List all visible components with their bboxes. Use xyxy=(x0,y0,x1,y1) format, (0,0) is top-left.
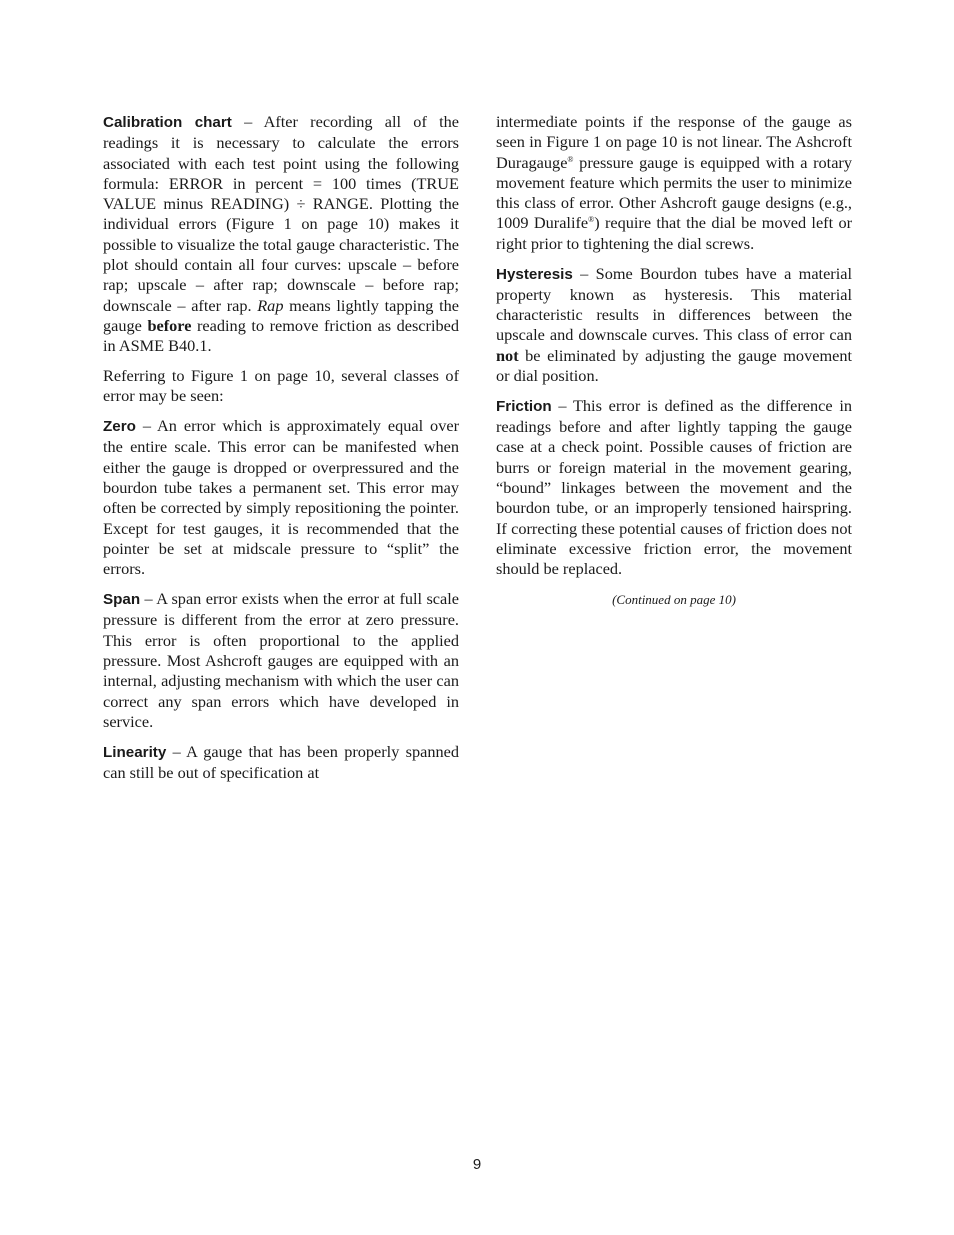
friction-text: – This error is defined as the difference in readings before and after lightly tapping the gauge case at a check point. Possible causes of friction are burrs or foreign material in the movement gearing, “bound” linkages between the movement and the bourdon tube, or an improperly tensioned hairspring. If correcting these potential causes of friction does not eliminate excessive friction error, the movement should be replaced. xyxy=(496,395,852,579)
right-column xyxy=(496,112,852,610)
linearity-paragraph xyxy=(103,742,459,784)
page-number: 9 xyxy=(472,1156,482,1173)
linearity-cont-text-2: pressure gauge is equipped with a rotary movement feature which permits the user to minimize this class of error. Other Ashcroft gauge designs (e.g., 1009 Duralife xyxy=(496,152,852,233)
continued-note: (Continued on page 10) xyxy=(612,591,736,607)
calibration-chart-paragraph xyxy=(103,112,459,357)
referring-paragraph: Referring to Figure 1 on page 10, several classes of error may be seen: xyxy=(103,366,459,406)
linearity-cont-text-1: intermediate points if the response of the gauge as seen in Figure 1 on page 10 is not linear. The Ashcroft Duragauge xyxy=(496,112,852,172)
zero-paragraph xyxy=(103,416,459,579)
zero-text: – An error which is approximately equal over the entire scale. This error can be manifested when either the gauge is dropped or overpressured and the bourdon tube takes a permanent set. This error may often be corrected by simply repositioning the pointer. Except for test gauges, it is recommended that the pointer be set at midscale pressure to “split” the errors. xyxy=(103,416,459,579)
friction-paragraph xyxy=(496,396,852,580)
linearity-cont-text-3: ) require that the dial be moved left or right prior to tightening the dial screws. xyxy=(496,213,853,253)
hysteresis-text-2: be eliminated by adjusting the gauge movement or dial position. xyxy=(496,345,852,386)
span-paragraph xyxy=(103,589,459,732)
linearity-text: – A gauge that has been properly spanned can still be out of specification at xyxy=(103,741,459,782)
span-text: – A span error exists when the error at full scale pressure is different from the error at zero pressure. This error is often proportional to the applied pressure. Most Ashcroft gauges are equipped with an internal, adjusting mechanism with which the user can correct any span errors which have developed in service. xyxy=(103,589,459,731)
before-emphasis: before xyxy=(147,315,192,335)
calibration-text-3: reading to remove friction as described in ASME B40.1. xyxy=(103,315,459,356)
friction-heading: Friction xyxy=(496,397,552,415)
registered-mark: ® xyxy=(588,215,595,225)
registered-mark: ® xyxy=(567,154,574,164)
zero-heading: Zero xyxy=(103,418,136,436)
span-heading: Span xyxy=(103,591,141,609)
calibration-chart-heading: Calibration chart xyxy=(103,114,232,131)
hysteresis-paragraph xyxy=(496,264,852,387)
hysteresis-heading: Hysteresis xyxy=(496,265,573,283)
linearity-continued-paragraph xyxy=(496,112,852,254)
not-emphasis: not xyxy=(496,345,519,365)
calibration-text-2: means lightly tapping the gauge xyxy=(103,295,459,335)
rap-term: Rap xyxy=(257,295,284,315)
left-column xyxy=(103,112,459,793)
calibration-text-1: – After recording all of the readings it is necessary to calculate the errors associated with each test point using the following formula: ERROR in percent = 100 times (TRUE VALUE minus READING) ÷ RANGE. Plotting the individual errors (Figure 1 on page 10) makes it possible to visualize the total gauge characteristic. The plot should contain all four curves: upscale – before rap; upscale – after rap; downscale – before rap; downscale – after rap. xyxy=(103,112,460,315)
linearity-heading: Linearity xyxy=(103,743,167,761)
hysteresis-text-1: – Some Bourdon tubes have a material property known as hysteresis. This material characteristic results in differences between the upscale and downscale curves. This class of error can xyxy=(496,263,852,345)
